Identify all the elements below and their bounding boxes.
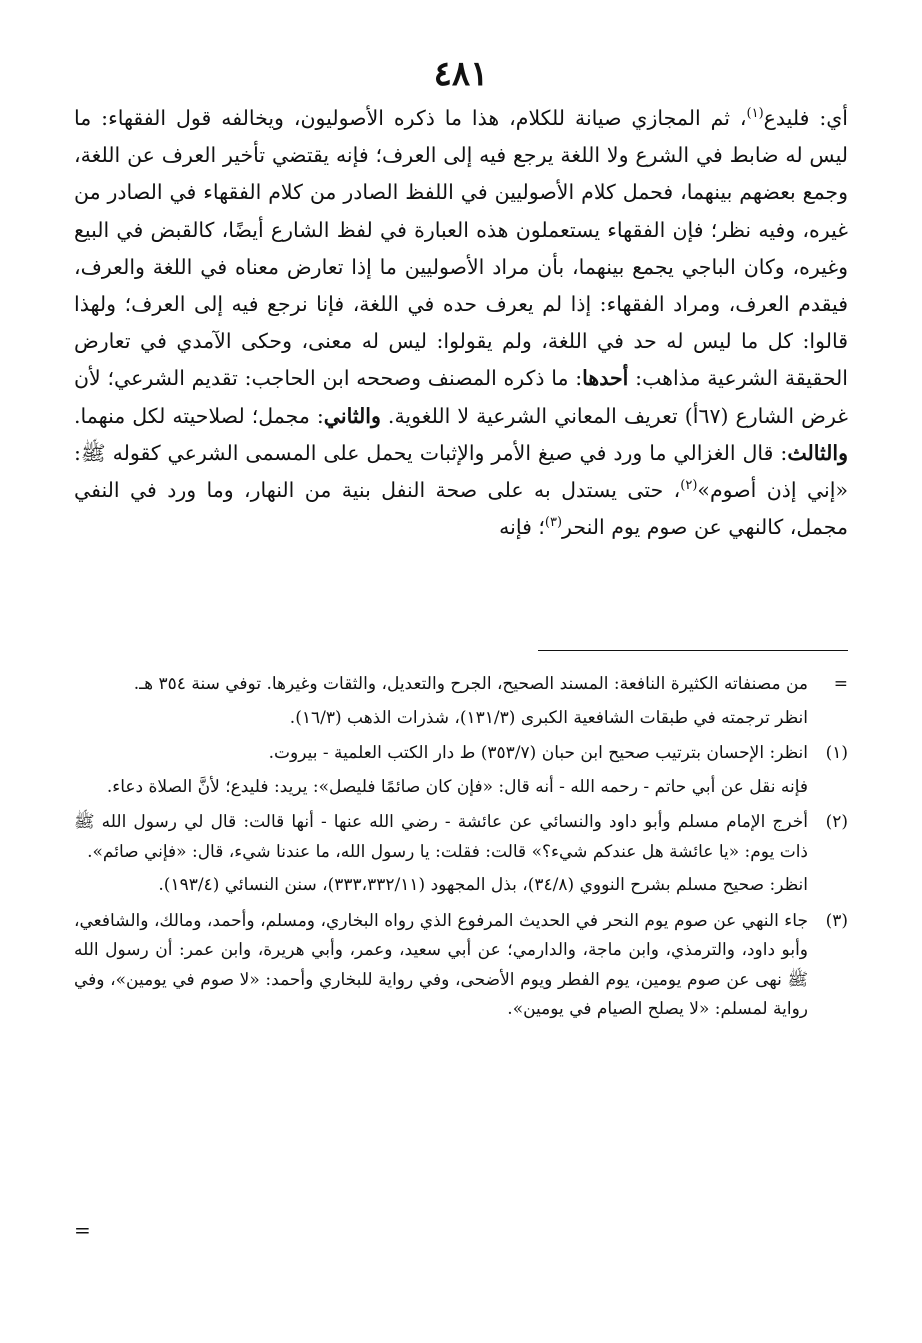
second-opinion-text: : مجمل؛ لصلاحيته لكل منهما. [74, 403, 324, 428]
footnote-ref-2: (٢) [680, 478, 698, 494]
footnote-3 [74, 907, 848, 1025]
footnote-ref-3: (٣) [544, 515, 563, 531]
footnote-continued-line-1: من مصنفاته الكثيرة النافعة: المسند الصحيح، الجرح والتعديل، والثقات وغيرها. توفي سنة ٣٥٤ هـ. [133, 674, 808, 694]
footnotes [74, 670, 848, 1031]
second-opinion-label: والثاني [323, 403, 381, 428]
third-opinion-label: والثالث [787, 440, 848, 465]
main-paragraph [74, 100, 848, 546]
third-opinion-text-c: ؛ فإنه [499, 515, 545, 540]
page-number: ٤٨١ [433, 54, 489, 94]
page-end-continuation-marker: = [74, 1218, 91, 1242]
first-opinion-label: أحدها [582, 366, 629, 391]
footnote-3-line-1: جاء النهي عن صوم يوم النحر في الحديث المرفوع الذي رواه البخاري، ومسلم، وأحمد، ومالك، والشافعي، وأبو داود، والترمذي، وابن ماجة، والدارمي؛ عن أبي سعيد، وعمر، وأبي هريرة، وابن عمر: أن رسول الله ﷺ نهى عن صوم يومين، يوم الفطر ويوم الأضحى، وفي رواية للبخاري وأحمد: «لا صوم في يومين»، وفي رواية لمسلم: «لا يصلح الصيام في يومين». [74, 910, 808, 1019]
footnote-ref-1: (١) [746, 106, 764, 122]
p1-mid: ، ثم المجازي صيانة للكلام، هذا ما ذكره الأصوليون، ويخالفه قول الفقهاء: ما ليس له ضابط في الشرع ولا اللغة يرجع فيه إلى العرف؛ فإنه يقتضي تأخير العرف عن اللغة، وجمع بعضهم بينهما، فحمل كلام الأصوليين في اللفظ الصادر من كلام الفقهاء في الصادر من غيره، وفيه نظر؛ فإن الفقهاء يستعملون هذه العبارة في لفظ الشارع أيضًا، كالقبض في البيع وغيره، وكان الباجي يجمع بينهما، بأن مراد الأصوليين ما إذا تعارض معناه في اللغة والعرف، فيقدم العرف، ومراد الفقهاء: إذا لم يعرف حده في اللغة، فإنا نرجع فيه إلى العرف؛ ولهذا قالوا: كل ما ليس له حد في اللغة، ولم يقولوا: ليس له معنى، وحكى الآمدي في تعارض الحقيقة الشرعية مذاهب: [74, 106, 849, 391]
third-opinion-text-b: ، حتى يستدل به على صحة النفل بنية من النهار، وما ورد في النفي مجمل، كالنهي عن صوم يوم النحر [74, 478, 848, 540]
p1-before-sup: أي: فليدع [763, 106, 848, 130]
footnote-1 [74, 739, 848, 802]
footnote-divider [538, 650, 848, 651]
footnote-2-line-1: أخرج الإمام مسلم وأبو داود والنسائي عن عائشة - رضي الله عنها - أنها قالت: قال لي رسول الله ﷺ ذات يوم: «يا عائشة هل عندكم شيء؟» قالت: فقلت: يا رسول الله، ما عندنا شيء، قال: «فإني صائم». [74, 812, 809, 862]
footnote-1-marker: (١) [825, 743, 848, 763]
footnote-2-marker: (٢) [825, 812, 848, 832]
continuation-marker: = [833, 674, 848, 694]
main-text [74, 100, 848, 546]
footnote-3-marker: (٣) [825, 910, 848, 931]
footnote-2-line-2: انظر: صحيح مسلم بشرح النووي (٣٤/٨)، بذل المجهود (٣٣٣،٣٣٢/١١)، سنن النسائي (١٩٣/٤). [158, 875, 808, 895]
third-opinion-text-a: : قال الغزالي ما ورد في صيغ الأمر والإثبات يحمل على المسمى الشرعي كقوله ﷺ: «إني إذن أصوم» [74, 440, 848, 503]
footnote-2 [74, 808, 848, 901]
footnote-1-line-1: انظر: الإحسان بترتيب صحيح ابن حبان (٣٥٣/٧) ط دار الكتب العلمية - بيروت. [268, 743, 808, 763]
footnote-1-line-2: فإنه نقل عن أبي حاتم - رحمه الله - أنه قال: «فإن كان صائمًا فليصل»: يريد: فليدع؛ لأنَّ الصلاة دعاء. [106, 776, 808, 797]
footnote-continued-line-2: انظر ترجمته في طبقات الشافعية الكبرى (١٣١/٣)، شذرات الذهب (١٦/٣). [289, 707, 808, 728]
first-opinion-text: : ما ذكره المصنف وصححه ابن الحاجب: تقديم الشرعي؛ لأن غرض الشارع (٦٧أ) تعريف المعاني الشرعية لا اللغوية. [74, 366, 848, 428]
footnote-continued [74, 670, 848, 733]
